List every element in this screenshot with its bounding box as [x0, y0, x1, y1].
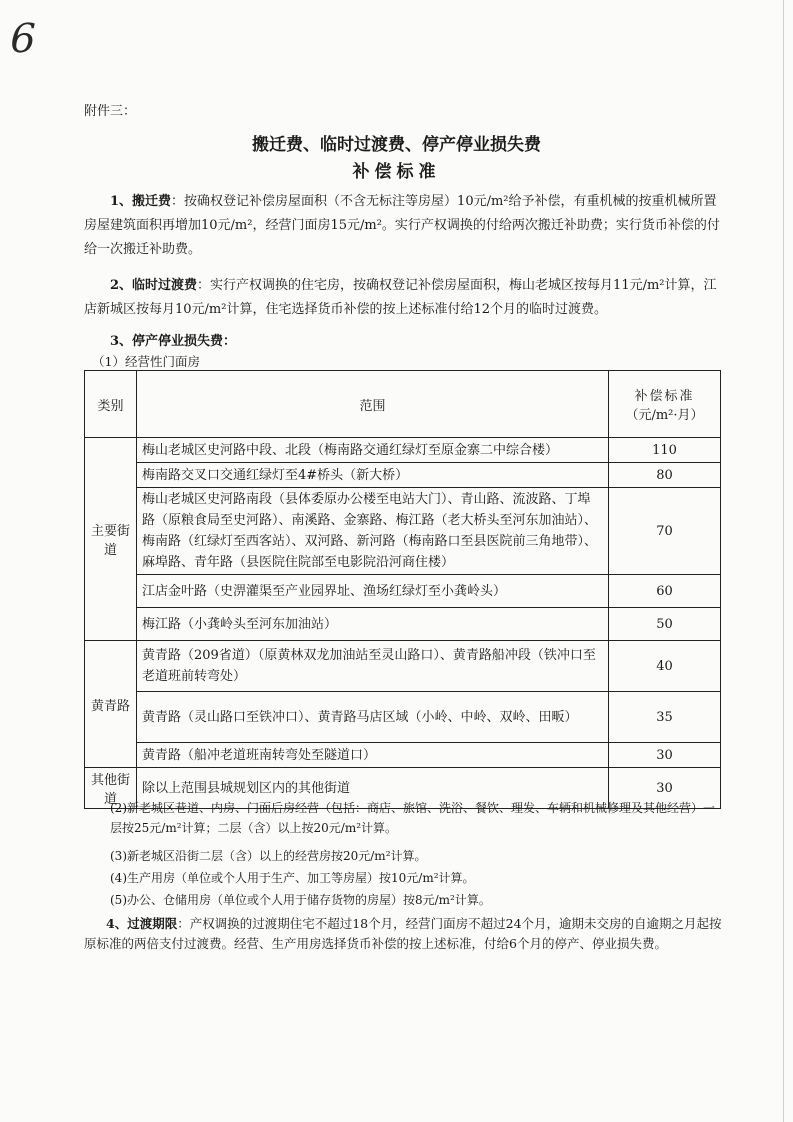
note-3: (3)新老城区沿街二层（含）以上的经营房按20元/m²计算。	[110, 849, 427, 863]
scope-cell: 黄青路（灵山路口至铁冲口）、黄青路马店区域（小岭、中岭、双岭、田畈）	[137, 692, 609, 743]
rate-cell: 35	[609, 692, 721, 743]
rate-cell: 40	[609, 641, 721, 692]
table-row	[85, 743, 721, 768]
rate-cell: 30	[609, 743, 721, 768]
rate-cell: 110	[609, 438, 721, 463]
page-number: 6	[5, 16, 41, 62]
note-4: (4)生产用房（单位或个人用于生产、加工等房屋）按10元/m²计算。	[110, 871, 475, 885]
annex-label: 附件三：	[84, 104, 137, 119]
section-business-loss-heading: 3、停产停业损失费：	[110, 334, 237, 349]
category-cell: 黄青路	[85, 641, 137, 768]
scope-cell: 黄青路（船冲老道班南转弯处至隧道口）	[137, 743, 609, 768]
table-row	[85, 438, 721, 463]
rate-cell: 30	[609, 768, 721, 809]
section-relocation-fee	[84, 190, 724, 262]
section-heading: 1、搬迁费	[110, 194, 172, 209]
header-category: 类别	[85, 371, 137, 438]
scope-cell: 黄青路（209省道）（原黄林双龙加油站至灵山路口）、黄青路船冲段（铁冲口至老道班前转弯处）	[137, 641, 609, 692]
subsection-storefront: （1）经营性门面房	[92, 354, 200, 369]
document-subtitle: 补偿标准	[352, 162, 441, 182]
compensation-table	[84, 370, 721, 809]
section-heading: 4、过渡期限	[106, 916, 178, 931]
table-row	[85, 692, 721, 743]
section-heading: 2、临时过渡费	[110, 278, 198, 293]
rate-cell: 80	[609, 463, 721, 488]
scope-cell: 江店金叶路（史淠灌渠至产业园界址、渔场红绿灯至小龚岭头）	[137, 575, 609, 608]
document-title: 搬迁费、临时过渡费、停产停业损失费	[252, 135, 541, 155]
table-row	[85, 463, 721, 488]
header-rate-line1: 补偿标准	[634, 389, 695, 404]
header-rate-line2: （元/m²·月）	[625, 408, 704, 423]
scope-cell: 梅山老城区史河路南段（县体委原办公楼至电站大门）、青山路、流波路、丁埠路（原粮食局至史河路）、南溪路、金寨路、梅江路（老大桥头至河东加油站）、梅南路（红绿灯至西客站）、双河路、新河路（梅南路口至县医院前三角地带）、麻埠路、青年路（县医院住院部至电影院沿河商住楼）	[137, 488, 609, 575]
section-body: ：按确权登记补偿房屋面积（不含无标注等房屋）10元/m²给予补偿，有重机械的按重机械所置房屋建筑面积再增加10元/m²，经营门面房15元/m²。实行产权调换的付给两次搬迁补助费；实行货币补偿的付给一次搬迁补助费。	[84, 194, 720, 257]
header-rate	[609, 371, 721, 438]
scope-cell: 梅南路交叉口交通红绿灯至4#桥头（新大桥）	[137, 463, 609, 488]
scope-cell: 梅山老城区史河路中段、北段（梅南路交通红绿灯至原金寨二中综合楼）	[137, 438, 609, 463]
section-transition-period	[84, 914, 724, 954]
category-cell: 主要街道	[85, 438, 137, 641]
header-scope: 范围	[137, 371, 609, 438]
note-2: (2)新老城区巷道、内房、门面后房经营（包括：商店、旅馆、洗浴、餐饮、理发、车辆和机械修理及其他经营）一层按25元/m²计算；二层（含）以上按20元/m²计算。	[110, 801, 716, 835]
table-header-row	[85, 371, 721, 438]
section-body: ：实行产权调换的住宅房，按确权登记补偿房屋面积，梅山老城区按每月11元/m²计算，江店新城区按每月10元/m²计算，住宅选择货币补偿的按上述标准付给12个月的临时过渡费。	[84, 278, 717, 317]
scope-cell: 除以上范围县城规划区内的其他街道	[137, 768, 609, 809]
rate-cell: 50	[609, 608, 721, 641]
note-5: (5)办公、仓储用房（单位或个人用于储存货物的房屋）按8元/m²计算。	[110, 893, 491, 907]
table-row	[85, 575, 721, 608]
section-transition-fee	[84, 274, 724, 322]
table-row	[85, 641, 721, 692]
scope-cell: 梅江路（小龚岭头至河东加油站）	[137, 608, 609, 641]
table-row	[85, 608, 721, 641]
table-row	[85, 488, 721, 575]
category-cell: 其他街道	[85, 768, 137, 809]
rate-cell: 70	[609, 488, 721, 575]
rate-cell: 60	[609, 575, 721, 608]
section-body: ：产权调换的过渡期住宅不超过18个月，经营门面房不超过24个月，逾期未交房的自逾期之月起按原标准的两倍支付过渡费。经营、生产用房选择货币补偿的按上述标准，付给6个月的停产、停业损失费。	[84, 916, 722, 951]
